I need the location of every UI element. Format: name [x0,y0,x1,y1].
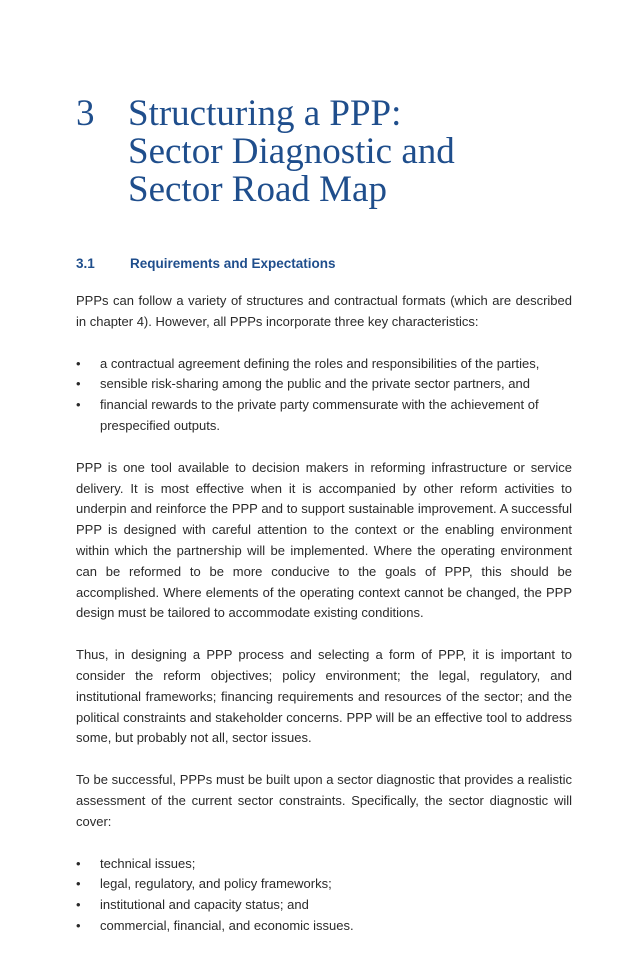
chapter-title-line: Structuring a PPP: [128,93,402,134]
list-item-text: technical issues; [100,855,196,871]
list-item-text: commercial, financial, and economic issues. [100,917,354,933]
body-text [76,291,572,958]
list-item-text: legal, regulatory, and policy frameworks; [100,876,332,892]
list-item-text: financial rewards to the private party commensurate with the achievement of prespecified outputs. [100,397,539,433]
list-item [76,354,572,375]
list-item [76,895,572,916]
list-item [76,916,572,937]
paragraph-intro: PPPs can follow a variety of structures and contractual formats (which are described in chapter 4). However, all PPPs incorporate three key characteristics: [76,293,572,329]
list-item-text: sensible risk-sharing among the public and the private sector partners, and [100,376,530,392]
list-item [76,374,572,395]
bullet-icon: • [76,855,81,871]
diagnostic-list [76,854,572,937]
chapter-title [128,95,455,209]
paragraph-success: To be successful, PPPs must be built upon a sector diagnostic that provides a realistic assessment of the current sector constraints. Specifically, the sector diagnostic will cover: [76,772,572,829]
list-item-text: institutional and capacity status; and [100,897,309,913]
paragraph-designing: Thus, in designing a PPP process and selecting a form of PPP, it is important to consider the reform objectives; policy environment; the legal, regulatory, and institutional frameworks; financing requirements and resources of the sector; and the political constraints and stakeholder concerns. PPP will be an effective tool to address some, but probably not all, sector issues. [76,647,572,746]
bullet-icon: • [76,897,81,913]
paragraph-tool: PPP is one tool available to decision makers in reforming infrastructure or service delivery. It is most effective when it is accompanied by other reform activities to underpin and reinforce the PPP and to support sustainable improvement. A successful PPP is designed with careful attention to the context or the enabling environment within which the partnership will be implemented. Where the operating environment can be reformed to be more conducive to the goals of PPP, this should be accomplished. Where elements of the operating context cannot be changed, the PPP design must be tailored to accommodate existing conditions. [76,459,572,621]
section-number: 3.1 [76,256,95,271]
list-item [76,395,572,437]
list-item [76,874,572,895]
bullet-icon: • [76,376,81,392]
bullet-icon: • [76,876,81,892]
chapter-title-line: Sector Road Map [128,169,387,210]
chapter-title-line: Sector Diagnostic and [128,131,455,172]
chapter-heading [76,95,596,209]
chapter-number: 3 [76,93,95,134]
list-item [76,854,572,875]
bullet-icon: • [76,355,81,371]
section-heading [76,255,336,273]
bullet-icon: • [76,397,81,413]
bullet-icon: • [76,917,81,933]
characteristics-list [76,354,572,437]
section-title: Requirements and Expectations [130,256,336,271]
list-item-text: a contractual agreement defining the roles and responsibilities of the parties, [100,355,540,371]
